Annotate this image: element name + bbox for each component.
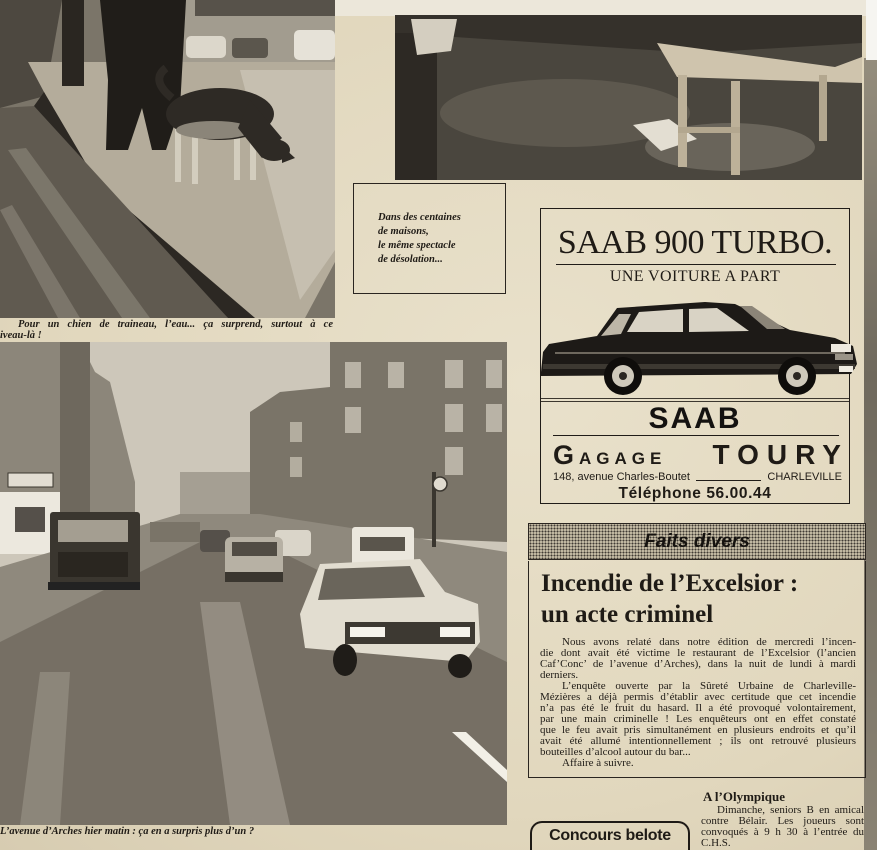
caption-houses-line: Dans des centaines	[378, 212, 461, 223]
van-window	[360, 537, 405, 551]
photo-flooded-house	[395, 15, 862, 180]
car-wheel-hub	[619, 372, 627, 380]
article-line: derniers.	[540, 670, 579, 681]
building-window	[290, 457, 302, 477]
ad-headline-rule	[556, 264, 836, 265]
shop-window	[15, 507, 45, 532]
building-window	[290, 422, 302, 442]
person-legs	[62, 0, 84, 86]
caption-sled-dog-line-1: Pour un chien de traineau, l’eau... ça surprend, surtout à ce	[18, 319, 333, 330]
caption-box-houses	[353, 183, 506, 294]
brief-title: A l’Olympique	[703, 789, 785, 804]
brief-line: C.H.S.	[701, 838, 731, 849]
sedan-wheel	[448, 654, 472, 678]
parked-car	[294, 30, 335, 60]
boxed-heading-belote: Concours belote	[530, 821, 690, 850]
brief-line: Dimanche, seniors B en amical	[717, 805, 864, 816]
building-base	[195, 0, 335, 16]
building-window	[486, 360, 502, 388]
building-window	[345, 362, 361, 388]
page-corner-white	[866, 0, 877, 60]
sedan-wheel	[333, 644, 357, 676]
building-window	[445, 404, 463, 432]
caption-houses-line: de maisons,	[378, 226, 429, 237]
ad-phone: Téléphone 56.00.44	[618, 485, 772, 502]
article-title-line: un acte criminel	[541, 601, 714, 628]
car-middle-windshield	[232, 542, 277, 556]
shop-sign	[8, 473, 53, 487]
left-shadow	[395, 33, 437, 180]
left-building-column	[60, 342, 90, 512]
car-middle-bumper	[225, 572, 283, 582]
ad-city: CHARLEVILLE	[767, 471, 842, 483]
ad-dealer-name: TOURY	[712, 439, 849, 470]
sedan-headlight	[440, 627, 470, 637]
paper-top-strip	[335, 0, 877, 16]
ad-address-row	[553, 471, 842, 484]
caption-houses-line: le même spectacle	[378, 240, 456, 251]
ad-address-rule	[696, 480, 761, 481]
brief-body	[701, 805, 864, 850]
sedan-windshield	[318, 566, 425, 600]
caption-houses	[378, 211, 461, 267]
article-title	[541, 568, 798, 630]
photo-sled-dog	[0, 0, 335, 318]
brief-line: contre Bélair. Les joueurs sont	[701, 816, 864, 827]
photo-flooded-avenue	[0, 342, 507, 825]
article-line: die dont avait été victime le restaurant de l’Excelsior (l’ancien	[540, 648, 856, 659]
article-line: Mézières a déjà permis d’établir avec certitude que cet incendie	[540, 692, 856, 703]
brief-line: convoqués à 9 h 30 à l’entrée du	[701, 827, 864, 838]
article-line: L’enquête ouverte par la Sûreté Urbaine de Charleville-	[562, 681, 856, 692]
ad-headline: SAAB 900 TURBO.	[557, 224, 833, 261]
distant-cars	[150, 522, 200, 542]
article-line: Affaire à suivre.	[562, 758, 634, 769]
ad-dealer-prefix: GAGAGE	[553, 440, 667, 470]
building-window	[445, 360, 463, 388]
article-excelsior	[528, 561, 866, 778]
ad-address: 148, avenue Charles-Boutet	[553, 471, 690, 483]
article-line: que le feu avait pris simultanément en plusieurs endroits et qu’il	[540, 725, 856, 736]
saab-logo: SAAB	[648, 402, 742, 435]
bucket	[411, 19, 457, 55]
section-label: Faits divers	[644, 531, 750, 552]
caption-sled-dog-line-2: iveau-là !	[0, 330, 42, 341]
bench-leg	[819, 75, 827, 141]
parked-car	[232, 38, 268, 58]
article-body	[540, 637, 856, 769]
article-line: n’a pas été le fruit du hasard. Il a été provoqué volontairement,	[540, 703, 856, 714]
truck-bumper	[48, 582, 140, 590]
article-title-line: Incendie de l’Excelsior :	[541, 570, 799, 597]
ad-road-line	[541, 398, 849, 399]
car-headlight	[831, 344, 851, 352]
building-window	[345, 407, 361, 433]
building-window	[388, 362, 404, 388]
saab-car-illustration	[535, 294, 859, 399]
traffic-sign	[433, 477, 447, 491]
building-window	[486, 404, 502, 432]
car-wheel-hub	[793, 372, 801, 380]
car-crease	[555, 352, 845, 354]
caption-avenue: L’avenue d’Arches hier matin : ça en a surpris plus d’un ?	[0, 826, 255, 837]
article-line: avait été allumé intentionnellement ; ils ont retrouvé plusieurs	[540, 736, 856, 747]
article-line: Caf’Conc’ de l’avenue d’Arches), dans la nuit de lundi à mardi	[540, 659, 856, 670]
truck-windshield	[58, 520, 128, 542]
bench-leg	[678, 75, 687, 167]
car-grille	[835, 354, 853, 360]
ad-dealer	[553, 439, 849, 470]
building-window	[445, 447, 463, 475]
saab-advertisement	[540, 208, 850, 504]
article-line: Nous avons relaté dans notre édition de mercredi l’incen-	[562, 637, 856, 648]
article-line: bouteilles d’alcool autour du bar...	[540, 747, 691, 758]
caption-houses-line: de désolation...	[378, 254, 443, 265]
ad-tagline: UNE VOITURE A PART	[609, 268, 781, 285]
article-line: par une main criminelle ! Les enquêteurs ont en effet constaté	[540, 714, 856, 725]
sedan-headlight	[350, 627, 385, 637]
parked-car	[186, 36, 226, 58]
truck-grill	[58, 552, 128, 577]
bench-rail	[678, 127, 740, 133]
car-plate	[839, 366, 853, 372]
section-banner	[528, 523, 866, 560]
ad-logo-rule	[553, 435, 839, 436]
